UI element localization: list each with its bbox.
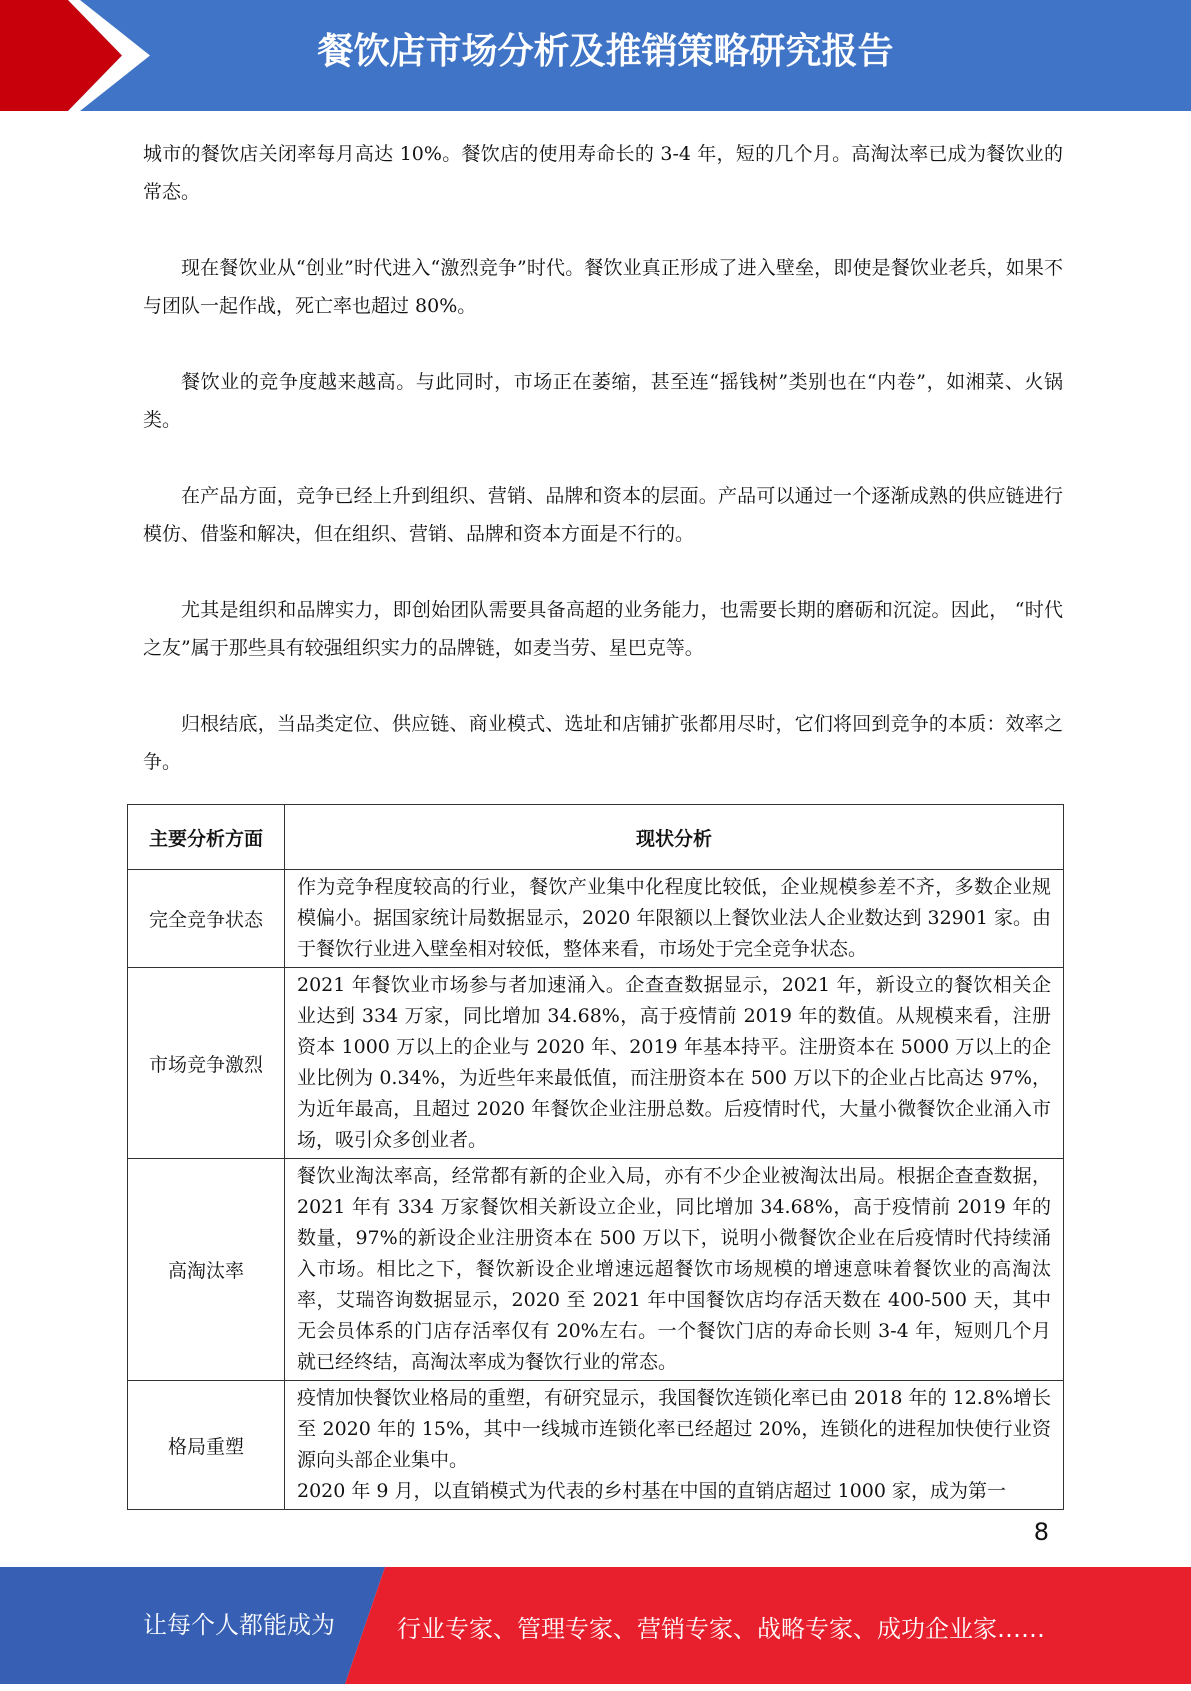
row-aspect: 高淘汰率 <box>128 1159 285 1381</box>
table-header-row <box>128 805 1064 870</box>
paragraph-5: 尤其是组织和品牌实力，即创始团队需要具备高超的业务能力，也需要长期的磨砺和沉淀。因此， “时代之友”属于那些具有较强组织实力的品牌链，如麦当劳、星巴克等。 <box>143 599 1063 659</box>
row-analysis-part-1: 疫情加快餐饮业格局的重塑，有研究显示，我国餐饮连锁化率已由 2018 年的 12.8%增长至 2020 年的 15%，其中一线城市连锁化率已经超过 20%，连锁化的进程加快使行业资源向头部企业集中。 <box>297 1387 1051 1471</box>
table-row <box>128 870 1064 968</box>
table-row <box>128 968 1064 1159</box>
analysis-table <box>127 804 1064 1510</box>
row-aspect: 格局重塑 <box>128 1381 285 1510</box>
paragraph-4: 在产品方面，竞争已经上升到组织、营销、品牌和资本的层面。产品可以通过一个逐渐成熟的供应链进行模仿、借鉴和解决，但在组织、营销、品牌和资本方面是不行的。 <box>143 485 1063 545</box>
table-row <box>128 1381 1064 1510</box>
row-analysis-part-2: 2020 年 9 月，以直销模式为代表的乡村基在中国的直销店超过 1000 家，成为第一 <box>297 1480 1006 1502</box>
row-aspect: 完全竞争状态 <box>128 870 285 968</box>
page-number: 8 <box>1033 1518 1049 1546</box>
page-header <box>0 0 1191 111</box>
row-analysis: 2021 年餐饮业市场参与者加速涌入。企查查数据显示，2021 年，新设立的餐饮相关企业达到 334 万家，同比增加 34.68%，高于疫情前 2019 年的数值。从规模来看，注册资本 1000 万以上的企业与 2020 年、2019 年基本持平。注册资本在 5000 万以上的企业比例为 0.34%，为近些年来最低值，而注册资本在 500 万以下的企业占比高达 97%，为近年最高，且超过 2020 年餐饮企业注册总数。后疫情时代，大量小微餐饮企业涌入市场，吸引众多创业者。 <box>285 968 1064 1159</box>
body-text <box>143 135 1063 819</box>
paragraph-6: 归根结底，当品类定位、供应链、商业模式、选址和店铺扩张都用尽时，它们将回到竞争的本质：效率之争。 <box>143 713 1063 773</box>
row-aspect: 市场竞争激烈 <box>128 968 285 1159</box>
paragraph-3: 餐饮业的竞争度越来越高。与此同时，市场正在萎缩，甚至连“摇钱树”类别也在“内卷”，如湘菜、火锅类。 <box>143 371 1063 431</box>
column-header-aspect: 主要分析方面 <box>128 805 285 870</box>
footer-slogan-left: 让每个人都能成为 <box>143 1611 335 1639</box>
paragraph-1: 城市的餐饮店关闭率每月高达 10%。餐饮店的使用寿命长的 3-4 年，短的几个月。高淘汰率已成为餐饮业的常态。 <box>143 143 1063 203</box>
paragraph-2: 现在餐饮业从“创业”时代进入“激烈竞争”时代。餐饮业真正形成了进入壁垒，即使是餐饮业老兵，如果不与团队一起作战，死亡率也超过 80%。 <box>143 257 1063 317</box>
page-footer <box>0 1567 1191 1684</box>
row-analysis <box>285 1381 1064 1510</box>
row-analysis: 餐饮业淘汰率高，经常都有新的企业入局，亦有不少企业被淘汰出局。根据企查查数据，2021 年有 334 万家餐饮相关新设立企业，同比增加 34.68%，高于疫情前 2019 年的数量，97%的新设企业注册资本在 500 万以下，说明小微餐饮企业在后疫情时代持续涌入市场。相比之下，餐饮新设企业增速远超餐饮市场规模的增速意味着餐饮业的高淘汰率，艾瑞咨询数据显示，2020 至 2021 年中国餐饮店均存活天数在 400-500 天，其中无会员体系的门店存活率仅有 20%左右。一个餐饮门店的寿命长则 3-4 年，短则几个月就已经终结，高淘汰率成为餐饮行业的常态。 <box>285 1159 1064 1381</box>
report-title: 餐饮店市场分析及推销策略研究报告 <box>317 31 894 72</box>
row-analysis: 作为竞争程度较高的行业，餐饮产业集中化程度比较低，企业规模参差不齐，多数企业规模偏小。据国家统计局数据显示，2020 年限额以上餐饮业法人企业数达到 32901 家。由于餐饮行业进入壁垒相对较低，整体来看，市场处于完全竞争状态。 <box>285 870 1064 968</box>
footer-slogan-right: 行业专家、管理专家、营销专家、战略专家、成功企业家…… <box>397 1615 1045 1643</box>
column-header-analysis: 现状分析 <box>285 805 1064 870</box>
table-row <box>128 1159 1064 1381</box>
